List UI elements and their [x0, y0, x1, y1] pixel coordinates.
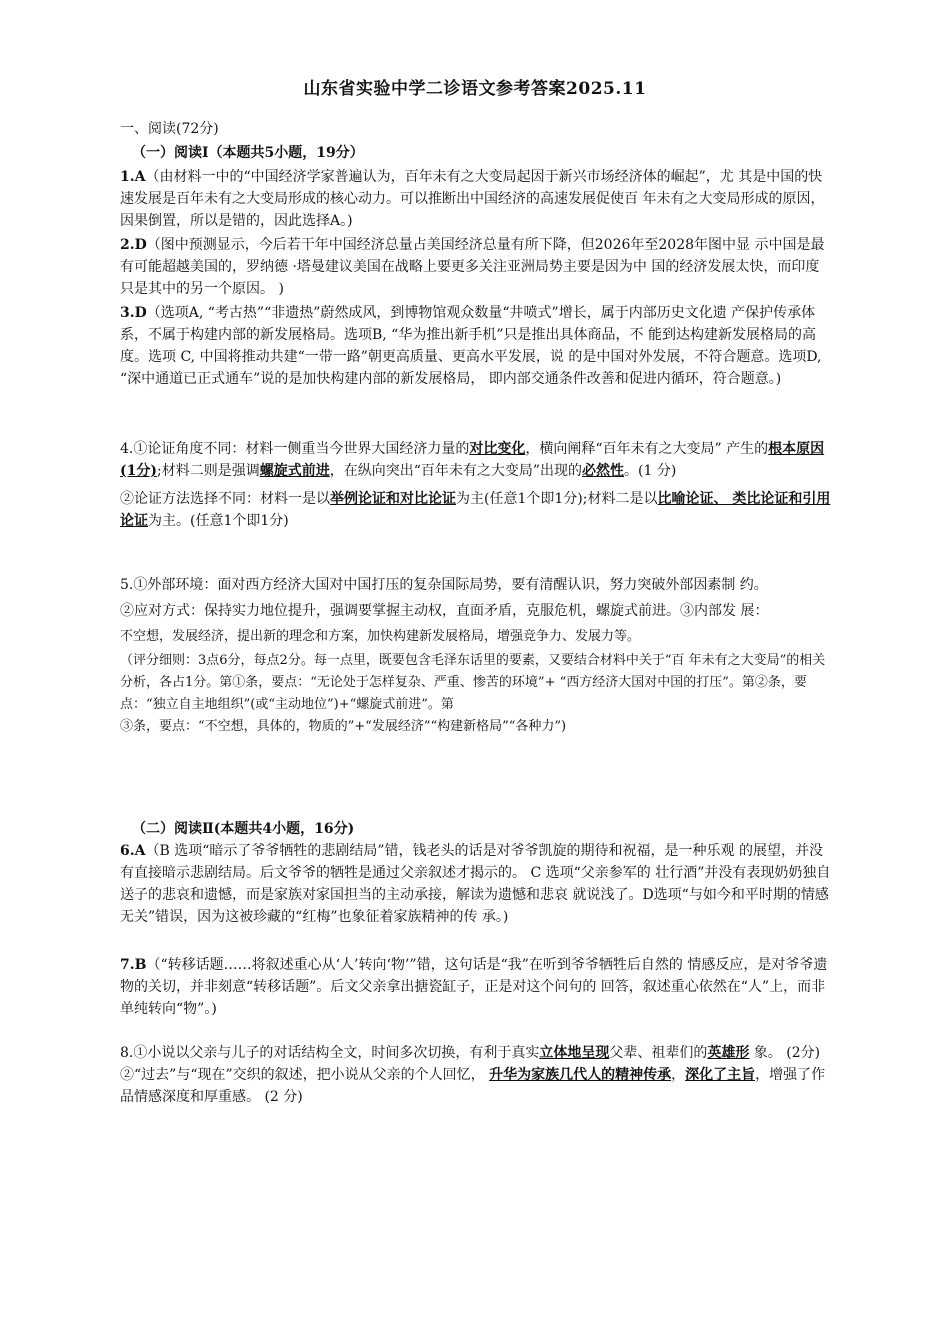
q8-key-point: 升华为家族几代人的精神传承: [489, 1067, 672, 1083]
q2-text: （图中预测显示，今后若干年中国经济总量占美国经济总量有所下降，但2026年至2028年图中显 示中国是最有可能超越美国的，罗纳德 ·塔曼建议美国在战略上要更多关注亚洲局势主要是因为中 国的经济发展太快，而印度只是其中的另一个原因。 ): [120, 237, 825, 297]
q4-key-point: 必然性: [582, 463, 625, 479]
answer-q5: [120, 574, 832, 738]
q5-para-3: 不空想，发展经济，提出新的理念和方案，加快构建新发展格局，增强竞争力、发展力等。: [120, 629, 641, 644]
q8-para-2: [120, 1064, 832, 1108]
q3-number: 3.D: [120, 305, 147, 321]
q4-key-point: 对比变化: [469, 441, 526, 457]
answer-q6: [120, 840, 832, 928]
q4-text: ，在纵向突出“百年未有之大变局”出现的: [329, 463, 583, 479]
q8-text: 8.①小说以父亲与儿子的对话结构全文，时间多次切换，有利于真实: [120, 1045, 540, 1061]
q4-para-1: [120, 438, 832, 482]
answer-q1: [120, 166, 832, 232]
q5-scoring-note: （评分细则：3点6分，每点2分。每一点里，既要包含毛泽东话里的要素，又要结合材料中关于“百 年未有之大变局”的相关分析，各占1分。第①条，要点：“无论处于怎样复杂、严重、惨苦的环境”+ “西方经济大国对中国的打压”。第②条，要点：“独立自主地组织”(或“主动地位”)+“螺旋式前进”。第: [120, 653, 826, 712]
q4-text: ②论证方法选择不同：材料一是以: [120, 491, 330, 507]
q8-key-point: 深化了主旨: [685, 1067, 756, 1083]
answer-q4: [120, 438, 832, 532]
q4-text: ，横向阐释“百年未有之大变局” 产生的: [525, 441, 769, 457]
q7-number: 7.B: [120, 957, 147, 973]
q4-text: 4.①论证角度不同：材料一侧重当今世界大国经济力量的: [120, 441, 470, 457]
q4-text: ;材料二则是强调: [157, 463, 260, 479]
answer-q2: [120, 234, 832, 300]
q1-text: （由材料一中的“中国经济学家普遍认为，百年未有之大变局起因于新兴市场经济体的崛起”，尤 其是中国的快速发展是百年未有之大变局形成的核心动力。可以推断出中国经济的高速发展促使百 年未有之大变局形成的原因，因果倒置，所以是错的，因此选择A。): [120, 169, 825, 229]
q8-text: ，增强了作品情感深度和厚重感。 (2 分): [120, 1067, 826, 1105]
q3-text: （选项A, “考古热”“非遗热”蔚然成风，到博物馆观众数量“井喷式”增长，属于内部历史文化遗 产保护传承体系，不属于构建内部的新发展格局。选项B, “华为推出新手机”只是推出具体商品，不 能到达构建新发展格局的高度。选项 C, 中国将推动共建“一带一路”朝更高质量、更高水平发展，说 的是中国对外发展，不符合题意。选项D, “深中通道已正式通车”说的是加快构建内部的新发展格局， 即内部交通条件改善和促进内循环，符合题意。): [120, 305, 822, 387]
reading-1-header: （一）阅读Ⅰ（本题共5小题，19分）: [132, 145, 364, 161]
q2-number: 2.D: [120, 237, 147, 253]
q1-number: 1.A: [120, 169, 146, 185]
q6-number: 6.A: [120, 843, 146, 859]
section-reading-heading: 一、阅读(72分): [120, 121, 219, 137]
q8-text: 象。 (2分): [749, 1045, 821, 1061]
q8-key-point: 立体地呈现: [539, 1045, 610, 1061]
q8-text: ②“过去”与“现在”交织的叙述，把小说从父亲的个人回忆，: [120, 1067, 490, 1083]
q4-text: 为主。(任意1个即1分): [148, 513, 289, 529]
q5-para-1: 5.①外部环境：面对西方经济大国对中国打压的复杂国际局势，要有清醒认识，努力突破外部因素制 约。: [120, 577, 768, 593]
reading-2-header: （二）阅读Ⅱ(本题共4小题，16分): [132, 821, 355, 837]
q8-key-point: 英雄形: [707, 1045, 750, 1061]
q7-text: （“转移话题……将叙述重心从‘人’转向‘物’”错，这句话是“我”在听到爷爷牺牲后自然的 情感反应，是对爷爷遗物的关切，并非刻意“转移话题”。后文父亲拿出搪瓷缸子，正是对这个问句的 回答，叙述重心依然在“人”上，而非单纯转向“物”。): [120, 957, 828, 1017]
q8-para-1: [120, 1042, 832, 1064]
q5-para-2: ②应对方式：保持实力地位提升，强调要掌握主动权，直面矛盾，克服危机，螺旋式前进。③内部发 展：: [120, 603, 769, 619]
q6-text: （B 选项“暗示了爷爷牺牲的悲剧结局”错，钱老头的话是对爷爷凯旋的期待和祝福，是一种乐观 的展望，并没有直接暗示悲剧结局。后文爷爷的牺牲是通过父亲叙述才揭示的。 C 选项“父亲参军的 壮行酒”并没有表现奶奶独自送子的悲哀和遗憾，而是家族对家国担当的主动承接，解读为遗憾和悲哀 就说浅了。D选项“与如今和平时期的情感无关”错误，因为这被珍藏的“红梅”也象征着家族精神的传 承。): [120, 843, 831, 925]
q4-para-2: [120, 488, 832, 532]
q4-key-point: 比喻论证、 类比论证和引用论证: [120, 491, 831, 529]
q4-text: 为主(任意1个即1分);材料二是以: [456, 491, 658, 507]
q8-text: ，: [671, 1067, 686, 1083]
q5-scoring-note-end: ③条，要点：“不空想，具体的，物质的”+“发展经济”“构建新格局”“各种力”): [120, 719, 567, 734]
q4-key-point: 根本原因(1分): [120, 441, 825, 479]
q4-text: 。(1 分): [624, 463, 677, 479]
page-title: 山东省实验中学二诊语文参考答案2025.11: [303, 79, 647, 99]
q4-key-point: 螺旋式前进: [259, 463, 330, 479]
q4-key-point: 举例论证和对比论证: [330, 491, 456, 507]
q8-text: 父辈、祖辈们的: [609, 1045, 708, 1061]
answer-q3: [120, 302, 832, 390]
answer-q8: [120, 1042, 832, 1108]
answer-q7: [120, 954, 832, 1020]
